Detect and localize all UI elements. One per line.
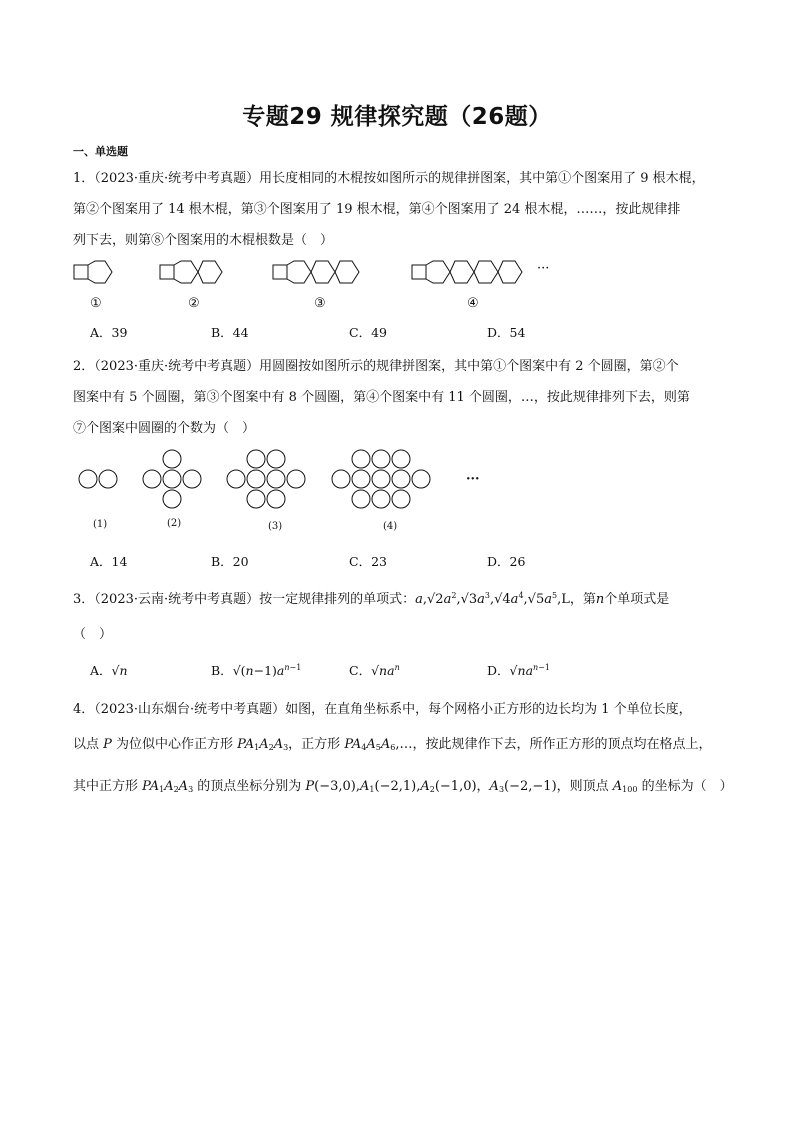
q1-ellipsis: ··· xyxy=(537,261,550,276)
q2-line-2: 图案中有 5 个圆圈，第③个图案中有 8 个圆圈，第④个图案中有 11 个圆圈，…，按此规律排列下去，则第 xyxy=(73,390,690,405)
q4-line-3: 其中正方形 $PA_1A_2A_3$ 的顶点坐标分别为 $P(-3,0),A_1(-2,1),A_2(-1,0)$，$A_3(-2,-1)$，则顶点 $A_{100}$ 的坐标为（ ） xyxy=(73,779,733,794)
q2-figure-4 xyxy=(332,450,430,508)
q2-figure-3 xyxy=(227,450,305,508)
q2-option-b[interactable]: B．20 xyxy=(211,554,249,569)
q1-figure-4 xyxy=(412,261,522,283)
q1-line-2: 第②个图案用了 14 根木棍，第③个图案用了 19 根木棍，第④个图案用了 24 根木棍，……，按此规律排 xyxy=(73,202,681,217)
q1-line-1: 1．（2023·重庆·统考中考真题）用长度相同的木棍按如图所示的规律拼图案，其中第①个图案用了 9 根木棍， xyxy=(73,171,705,186)
q1-option-a[interactable]: A．39 xyxy=(90,325,128,340)
q1-option-b[interactable]: B．44 xyxy=(211,325,249,340)
q3-option-b[interactable]: B．$√(n-1)a^{n-1}$ xyxy=(211,663,302,678)
q3-option-d[interactable]: D．$√na^{n-1}$ xyxy=(487,663,550,678)
q3-var-n: n xyxy=(595,592,605,607)
q1-figure-1 xyxy=(74,261,112,283)
q2-figure-label-2: (2) xyxy=(167,518,182,529)
q3-stem-end: 个单项式是 xyxy=(604,592,670,607)
q1-option-d[interactable]: D．54 xyxy=(487,325,526,340)
q2-line-3: ⑦个图案中圆圈的个数为（ ） xyxy=(73,421,256,436)
q1-figure-2 xyxy=(160,261,222,283)
q3-monomial-sequence: $a,√2a^2,√3a^3,√4a^4,√5a^5,L$ xyxy=(415,591,570,607)
q2-option-a[interactable]: A．14 xyxy=(90,554,128,569)
q4-line-1: 4．（2023·山东烟台·统考中考真题）如图，在直角坐标系中，每个网格小正方形的边长均为 1 个单位长度， xyxy=(73,702,692,717)
section-heading: 一、单选题 xyxy=(73,145,128,158)
q2-figure-1 xyxy=(79,470,117,488)
q2-line-1: 2．（2023·重庆·统考中考真题）用圆圈按如图所示的规律拼图案，其中第①个图案中有 2 个圆圈，第②个 xyxy=(73,359,679,374)
q2-option-d[interactable]: D．26 xyxy=(487,554,526,569)
q2-circle-figures xyxy=(0,444,794,514)
q1-line-3: 列下去，则第⑧个图案用的木棍根数是（ ） xyxy=(73,233,334,248)
page-title: 专题29 规律探究题（26题） xyxy=(242,104,552,130)
q3-option-a[interactable]: A．√n xyxy=(90,663,128,678)
q2-figure-label-4: (4) xyxy=(383,521,398,532)
q3-line-2: （ ） xyxy=(73,627,113,642)
q1-figure-3 xyxy=(273,261,359,283)
q3-stem-prefix: 3．（2023·云南·统考中考真题）按一定规律排列的单项式： xyxy=(73,592,416,607)
q2-figure-label-3: (3) xyxy=(268,521,283,532)
q1-figure-label-4: ④ xyxy=(467,296,479,311)
q3-stem-suffix: ，第 xyxy=(569,592,596,607)
q1-figure-label-1: ① xyxy=(90,296,102,311)
q1-option-c[interactable]: C．49 xyxy=(349,325,387,340)
q1-stick-figures xyxy=(0,258,794,308)
q3-line-1 xyxy=(73,588,669,607)
q1-figure-label-2: ② xyxy=(188,296,200,311)
q2-ellipsis: ··· xyxy=(466,472,480,487)
q3-option-c[interactable]: C．$√na^n$ xyxy=(349,663,400,678)
q1-figure-label-3: ③ xyxy=(314,296,326,311)
q4-line-2: 以点 P 为位似中心作正方形 $PA_1A_2A_3$，正方形 $PA_4A_5A_6,\dots$，按此规律作下去，所作正方形的顶点均在格点上， xyxy=(73,737,712,752)
q2-figure-2 xyxy=(143,450,201,508)
q2-figure-label-1: (1) xyxy=(93,519,108,530)
q2-option-c[interactable]: C．23 xyxy=(349,554,387,569)
